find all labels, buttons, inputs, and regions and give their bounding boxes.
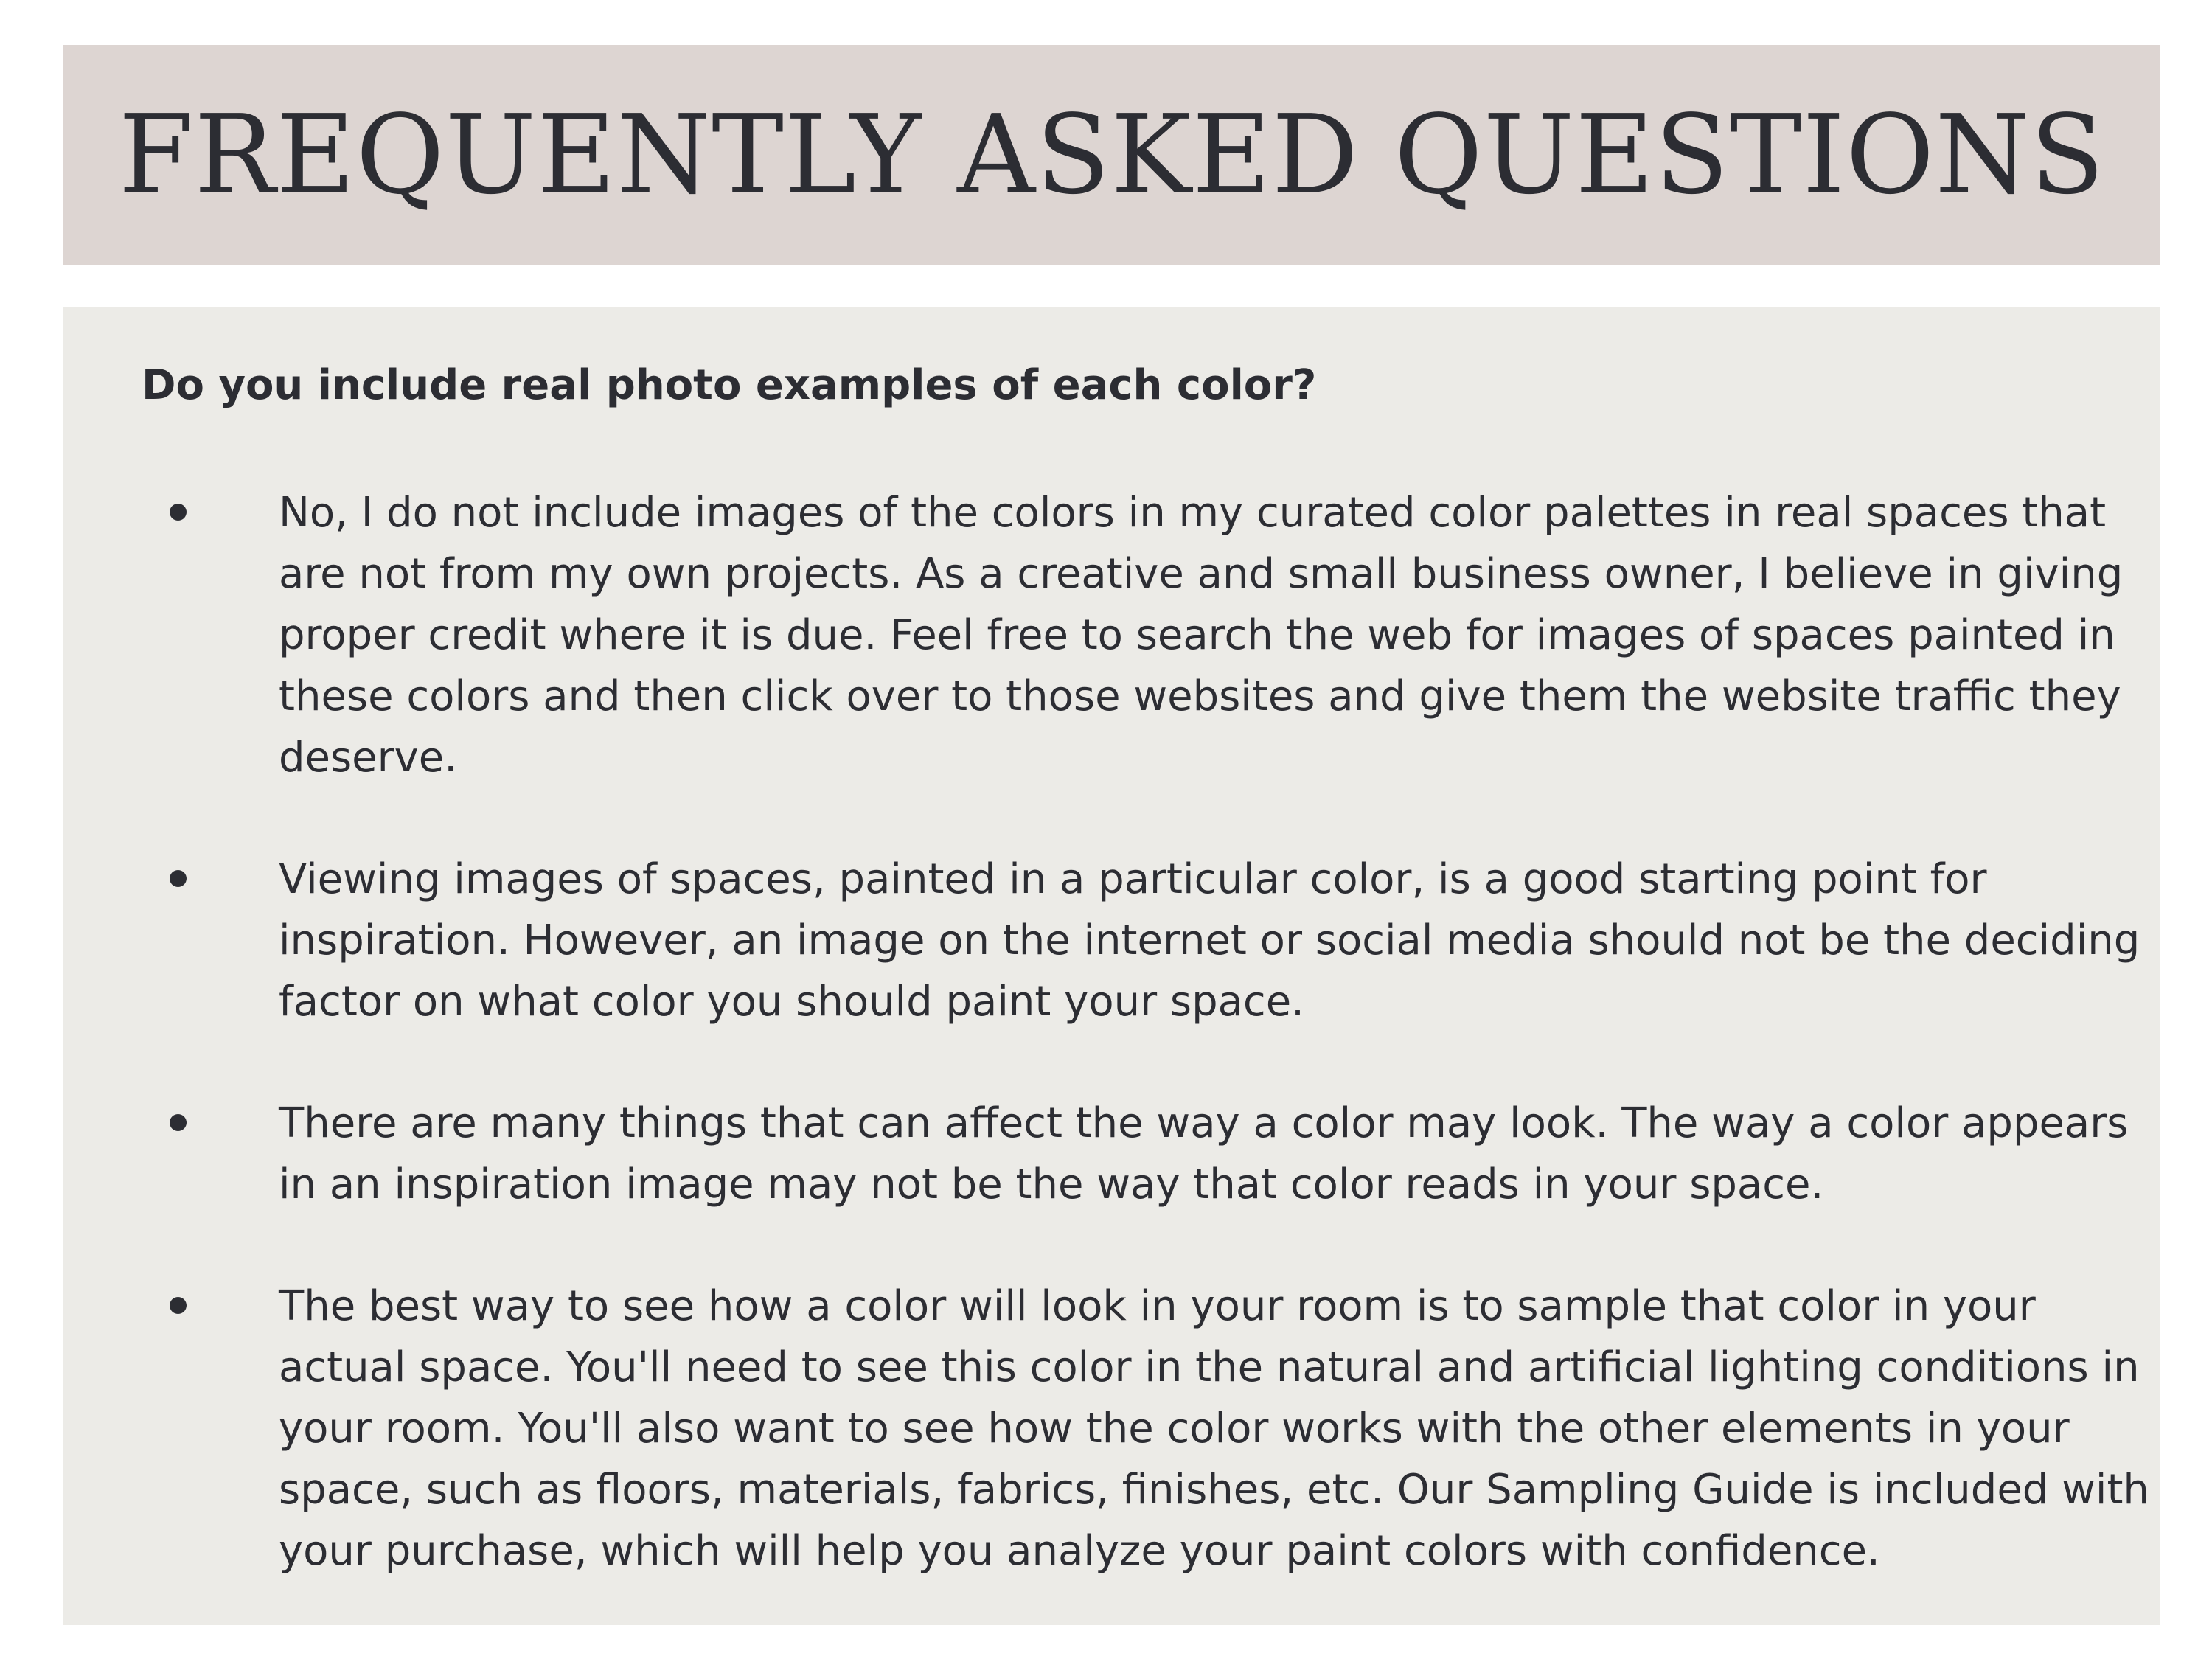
bullet-icon bbox=[170, 1114, 187, 1131]
list-item bbox=[142, 482, 2162, 788]
faq-question: Do you include real photo examples of each color? bbox=[142, 361, 1317, 409]
answer-text: Viewing images of spaces, painted in a particular color, is a good starting point for inspiration. However, an image on the internet or social media should not be the deciding factor on what color you should paint your space. bbox=[279, 855, 2140, 1026]
page-title: FREQUENTLY ASKED QUESTIONS bbox=[118, 91, 2105, 218]
list-item bbox=[142, 1276, 2162, 1582]
answer-text: The best way to see how a color will look in your room is to sample that color in your actual space. You'll need to see this color in the natural and artificial lighting conditions in your room. You'll also want to see how the color works with the other elements in your space, such as floors, materials, fabrics, finishes, etc. Our Sampling Guide is included with your purchase, which will help you analyze your paint colors with confidence. bbox=[279, 1282, 2149, 1575]
bullet-icon bbox=[170, 870, 187, 887]
list-item bbox=[142, 849, 2162, 1032]
title-banner bbox=[63, 45, 2160, 265]
answer-text: No, I do not include images of the colors in my curated color palettes in real spaces that are not from my own projects. As a creative and small business owner, I believe in giving proper credit where it is due. Feel free to search the web for images of spaces painted in these colors and then click over to those websites and give them the website traffic they deserve. bbox=[279, 489, 2124, 782]
faq-panel bbox=[63, 307, 2160, 1625]
answer-text: There are many things that can affect the way a color may look. The way a color appears in an inspiration image may not be the way that color reads in your space. bbox=[279, 1099, 2129, 1208]
list-item bbox=[142, 1093, 2162, 1215]
bullet-icon bbox=[170, 1297, 187, 1314]
bullet-icon bbox=[170, 504, 187, 521]
faq-answer-list bbox=[142, 482, 2162, 1582]
